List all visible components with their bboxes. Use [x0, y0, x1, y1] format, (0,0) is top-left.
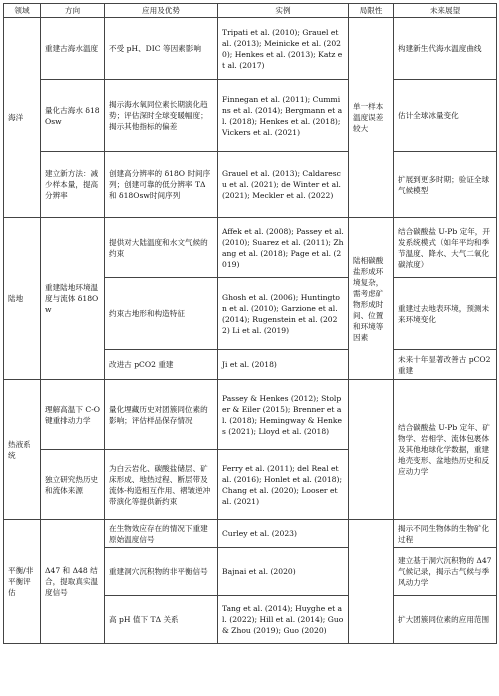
limitation-cell: 单一样本温度误差较大 — [349, 18, 394, 218]
direction-cell: 重建陆地环境温度与流体 δ18Ow — [41, 218, 105, 380]
domain-equilibrium: 平衡/非平衡评估 — [4, 520, 41, 644]
limitation-cell: 陆相碳酸盐形成环境复杂，需考虑矿物形成时间、位置和环境等因素 — [349, 218, 394, 380]
application-cell: 在生物效应存在的情况下重建原始温度信号 — [105, 520, 218, 548]
outlook-cell: 估计全球冰量变化 — [394, 80, 497, 152]
examples-cell: Tang et al. (2014); Huyghe et al. (2022); Hill et al. (2014); Guo & Zhou (2019); Guo (2020) — [218, 596, 349, 644]
table-row — [4, 218, 497, 278]
outlook-cell: 构建新生代海水温度曲线 — [394, 18, 497, 80]
outlook-cell: 扩展到更多时期；验证全球气候模型 — [394, 152, 497, 218]
direction-cell: 建立新方法：减少样本量，提高分辨率 — [41, 152, 105, 218]
table-row — [4, 380, 497, 450]
header-limitation: 局限性 — [349, 4, 394, 18]
table-row — [4, 152, 497, 218]
table-row — [4, 18, 497, 80]
review-table — [3, 3, 497, 644]
table-row — [4, 80, 497, 152]
application-cell: 重建洞穴沉积物的非平衡信号 — [105, 548, 218, 596]
application-cell: 提供对大陆温度和水文气候的约束 — [105, 218, 218, 278]
application-cell: 揭示海水氧同位素长期演化趋势；评估深时全球变暖幅度；揭示其他指标的偏差 — [105, 80, 218, 152]
examples-cell: Ferry et al. (2011); del Real et al. (2016); Honlet et al. (2018); Chang et al. (2020); Looser et al. (2021) — [218, 450, 349, 520]
header-direction: 方向 — [41, 4, 105, 18]
limitation-cell — [349, 380, 394, 520]
outlook-cell: 结合碳酸盐 U-Pb 定年，开发系统模式（如年平均和季节温度、降水、大气二氧化碳浓度） — [394, 218, 497, 278]
application-cell: 不受 pH、DIC 等因素影响 — [105, 18, 218, 80]
direction-cell: 重建古海水温度 — [41, 18, 105, 80]
application-cell: 高 pH 值下 TΔ 关系 — [105, 596, 218, 644]
examples-cell: Finnegan et al. (2011); Cummins et al. (2014); Bergmann et al. (2018); Henkes et al. (2018); Vickers et al. (2021) — [218, 80, 349, 152]
application-cell: 约束古地形和构造特征 — [105, 278, 218, 350]
limitation-cell — [349, 520, 394, 644]
examples-cell: Affek et al. (2008); Passey et al. (2010); Suarez et al. (2011); Zhang et al. (2018); Page et al. (2019) — [218, 218, 349, 278]
application-cell: 为白云岩化、碳酸盐储层、矿床形成、地热过程、断层带及流体-构造相互作用、褶皱逆冲带演化等提供新约束 — [105, 450, 218, 520]
domain-hydrothermal: 热液系统 — [4, 380, 41, 520]
examples-cell: Curley et al. (2023) — [218, 520, 349, 548]
header-outlook: 未来展望 — [394, 4, 497, 18]
header-examples: 实例 — [218, 4, 349, 18]
table-row — [4, 520, 497, 548]
header-row — [4, 4, 497, 18]
direction-cell: 理解高温下 C-O 键重排动力学 — [41, 380, 105, 450]
outlook-cell: 揭示不同生物体的生物矿化过程 — [394, 520, 497, 548]
application-cell: 改进古 pCO2 重建 — [105, 350, 218, 380]
direction-cell: 量化古海水 δ18Osw — [41, 80, 105, 152]
outlook-cell: 扩大团簇同位素的应用范围 — [394, 596, 497, 644]
examples-cell: Grauel et al. (2013); Caldarescu et al. (2021); de Winter et al. (2021); Meckler et al. (2022) — [218, 152, 349, 218]
examples-cell: Passey & Henkes (2012); Stolper & Eiler (2015); Brenner et al. (2018); Hemingway & Henkes (2021); Lloyd et al. (2018) — [218, 380, 349, 450]
outlook-cell: 重建过去地表环境，预测未来环境变化 — [394, 278, 497, 350]
domain-ocean: 海洋 — [4, 18, 41, 218]
examples-cell: Bajnai et al. (2020) — [218, 548, 349, 596]
examples-cell: Ghosh et al. (2006); Huntington et al. (2010); Garzione et al. (2014); Rugenstein et al. (2022) Li et al. (2019) — [218, 278, 349, 350]
direction-cell: 独立研究热历史和流体来源 — [41, 450, 105, 520]
application-cell: 创建高分辨率的 δ18O 时间序列；创建可靠的低分辨率 TΔ 和 δ18Osw时间序列 — [105, 152, 218, 218]
outlook-cell: 结合碳酸盐 U-Pb 定年、矿物学、岩相学、流体包裹体及其他地球化学数据，重建地壳变形、盆地热历史和反应动力学 — [394, 380, 497, 520]
direction-cell: Δ47 和 Δ48 结合，提取真实温度信号 — [41, 520, 105, 644]
outlook-cell: 建立基于洞穴沉积物的 Δ47 气候记录，揭示古气候与季风动力学 — [394, 548, 497, 596]
header-domain: 领域 — [4, 4, 41, 18]
header-application: 应用及优势 — [105, 4, 218, 18]
examples-cell: Ji et al. (2018) — [218, 350, 349, 380]
outlook-cell: 未来十年显著改善古 pCO2 重建 — [394, 350, 497, 380]
domain-land: 陆地 — [4, 218, 41, 380]
application-cell: 量化埋藏历史对团簇同位素的影响；评估样品保存情况 — [105, 380, 218, 450]
examples-cell: Tripati et al. (2010); Grauel et al. (2013); Meinicke et al. (2020); Henkes et al. (2013); Katz et al. (2017) — [218, 18, 349, 80]
